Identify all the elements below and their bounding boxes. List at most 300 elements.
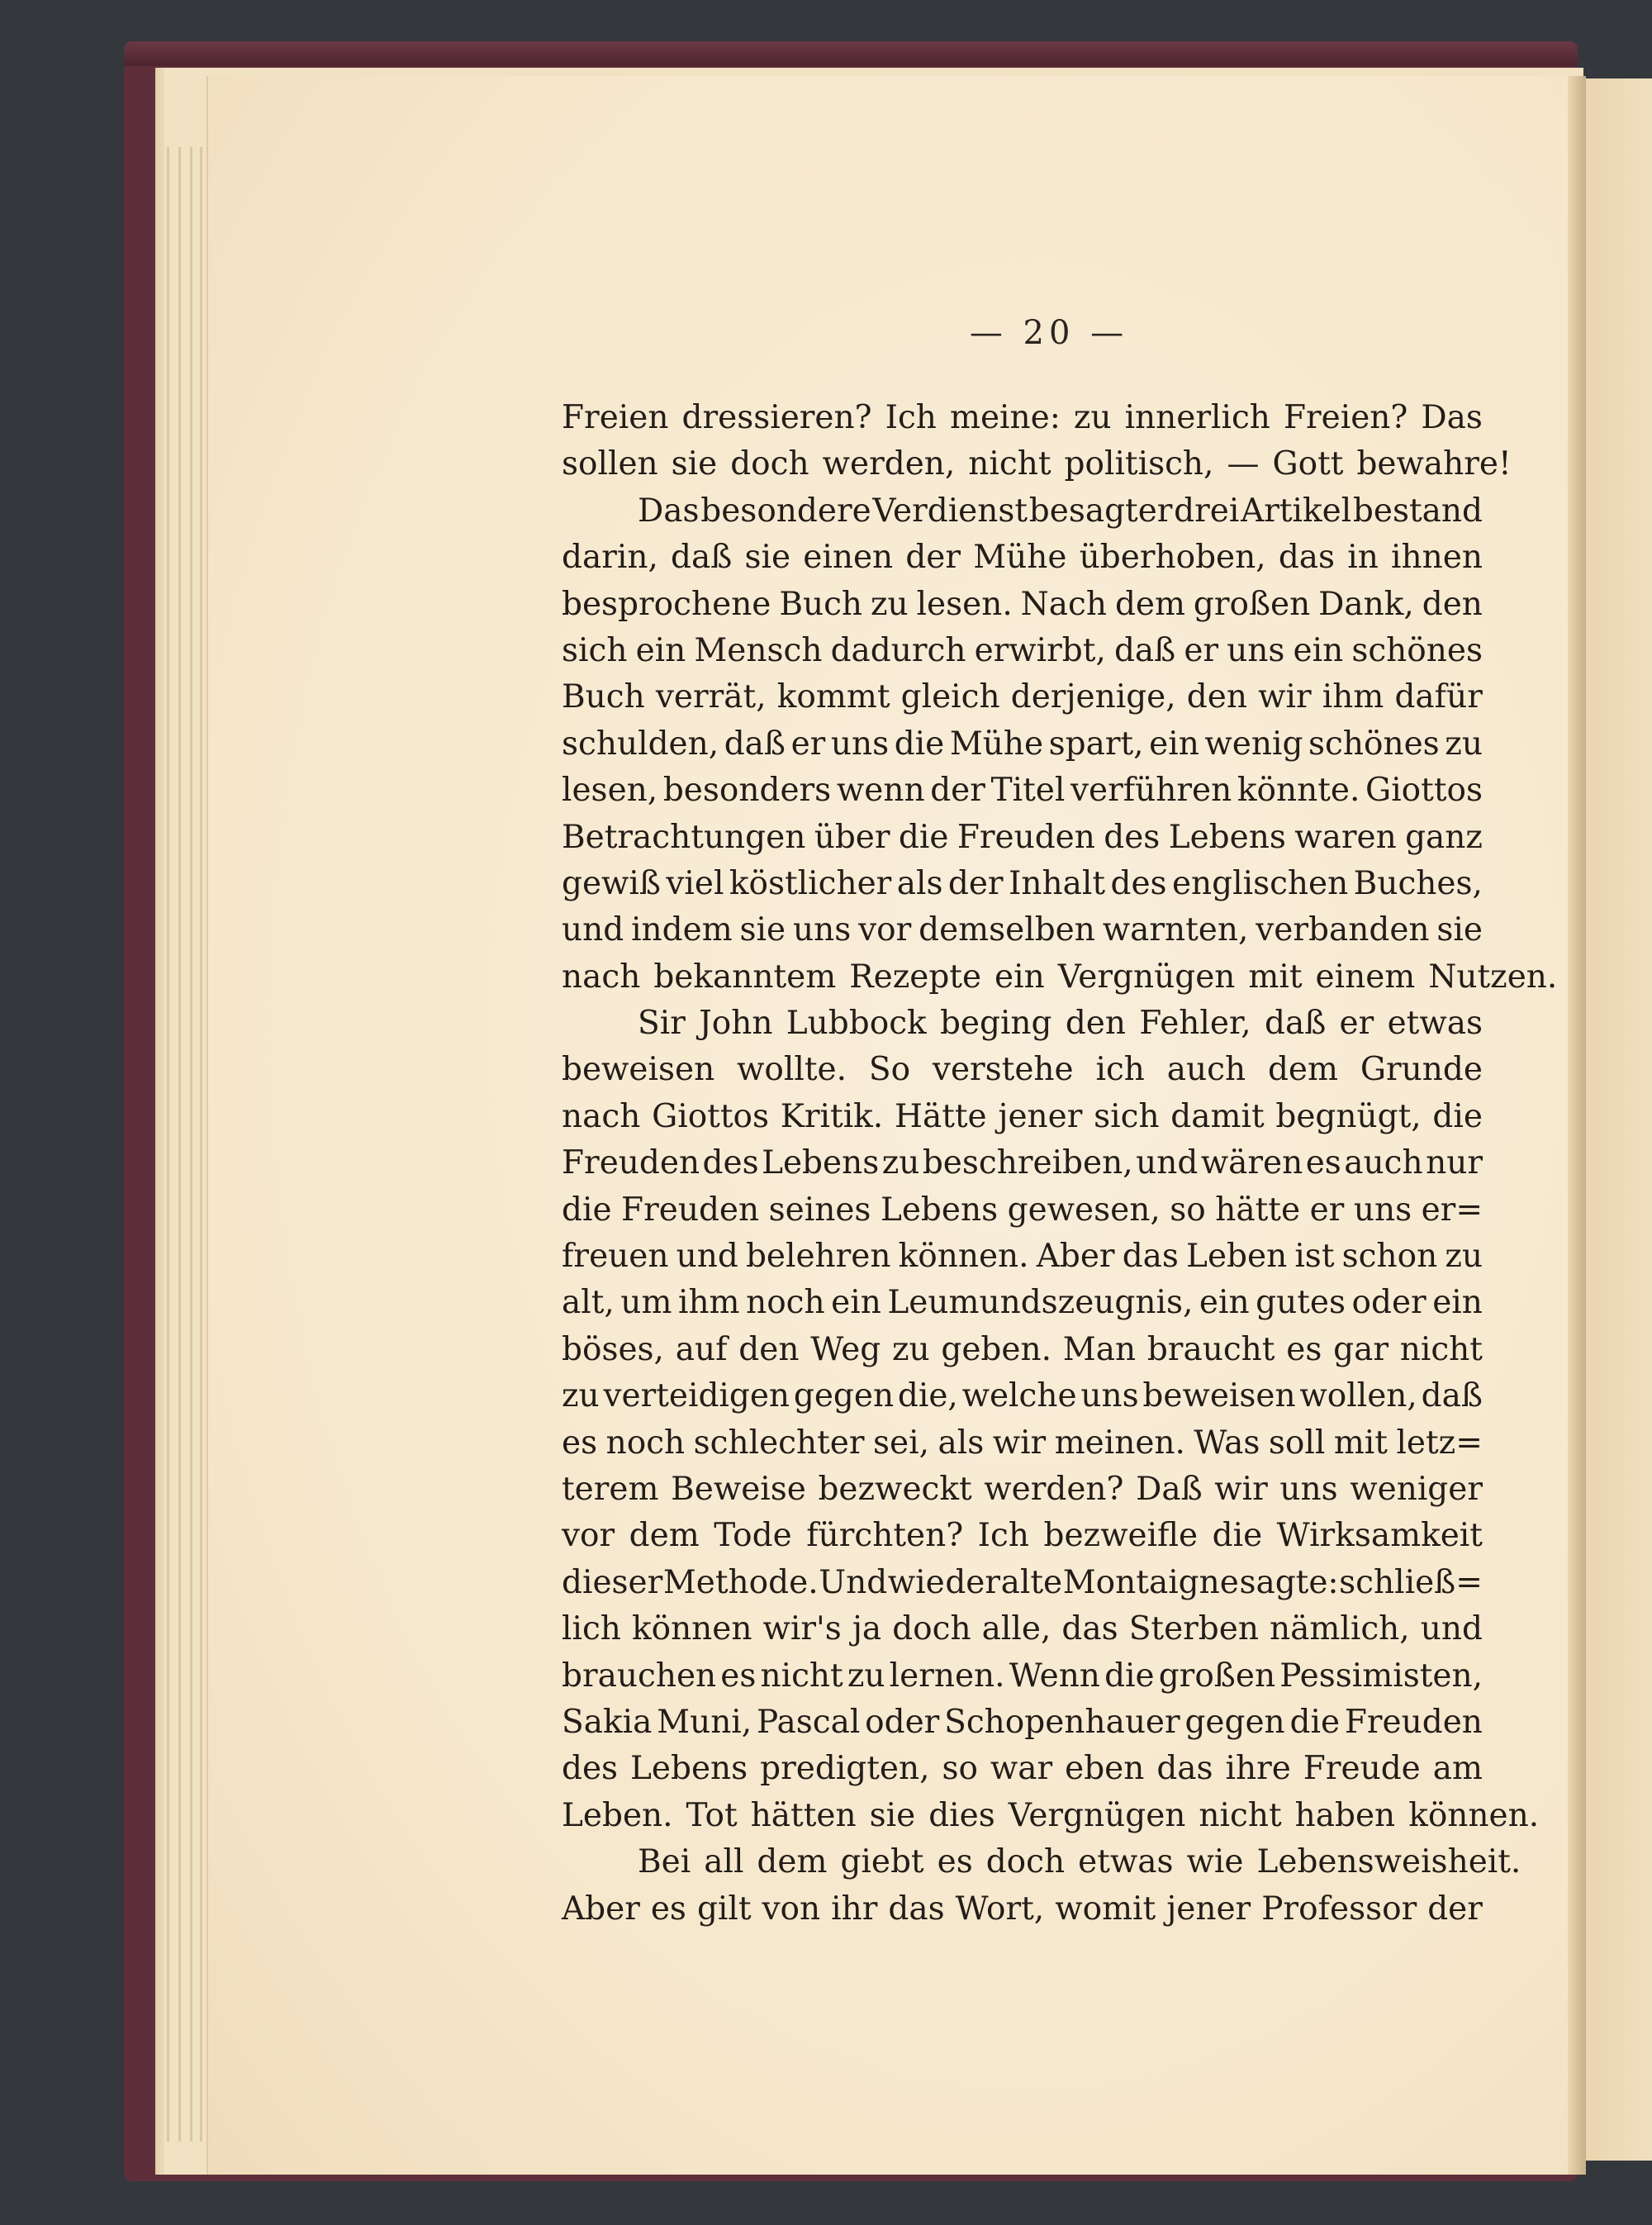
word: englischen [1171,864,1349,902]
word: Freien [562,399,669,436]
word: das [1061,1610,1118,1648]
word: und [1136,1144,1199,1182]
word: es [937,1843,973,1881]
word: Wirksamkeit [1276,1517,1483,1555]
text-line [562,1140,1483,1186]
word: all [704,1843,744,1881]
text-line [562,954,1558,1001]
word: Leben. [562,1796,673,1834]
word: und [1420,1610,1483,1648]
word: Freuden [562,1144,700,1182]
word: die [894,725,945,763]
word: sollen [562,445,658,483]
word: bekanntem [653,958,837,996]
word: schlechter [693,1424,865,1462]
word: schließ= [1339,1563,1483,1601]
word: in [1347,539,1379,577]
page-edge [190,147,192,2142]
word: so [1170,1191,1206,1229]
word: erwirbt, [974,631,1106,669]
word: Tot [686,1796,738,1834]
word: es [720,1657,757,1695]
word: war [990,1750,1053,1788]
word: drei [1174,492,1240,530]
word: zu [1445,1238,1483,1276]
text-line [562,1700,1483,1746]
word: Ich [977,1517,1030,1555]
word: großen [1158,1657,1276,1695]
word: Nach [1020,585,1108,623]
word: derjenige, [1010,678,1176,716]
word: Vergnügen [1057,958,1236,996]
word: wollen, [1299,1377,1417,1415]
word: sich [562,631,628,669]
word: und [676,1238,738,1276]
word: sie [1436,911,1483,949]
word: als [896,864,943,902]
word: Giottos [652,1097,770,1135]
text-line [562,488,1483,535]
word: haben [1294,1796,1396,1834]
word: alle, [981,1610,1051,1648]
word: er [1184,631,1219,669]
page-number: — 20 — [969,314,1129,352]
word: ein [1149,725,1199,763]
word: Betrachtungen [562,818,806,856]
word: uns [1227,631,1285,669]
word: können. [1408,1796,1540,1834]
word: Leben [1186,1238,1288,1276]
word: Wenn [1009,1657,1100,1695]
word: nur [1426,1144,1483,1182]
word: Beweise [671,1470,806,1508]
word: dafür [1394,678,1483,716]
word: verbanden [1256,911,1430,949]
word: Freien? [1283,399,1408,436]
word: ein [1199,1284,1250,1322]
word: Mensch [694,631,823,669]
word: können [631,1610,752,1648]
word: sei, [873,1424,929,1462]
word: gegen [1184,1703,1285,1741]
word: den [1422,585,1483,623]
word: lesen, [562,772,658,810]
word: lesen. [916,585,1013,623]
word: den [738,1330,800,1368]
word: geben. [941,1330,1051,1368]
word: schon [1341,1238,1438,1276]
word: wenn [836,772,925,810]
word: Was [1194,1424,1260,1462]
word: lernen. [889,1657,1005,1695]
word: ganz [1405,818,1483,856]
word: weniger [1350,1470,1483,1508]
word: welche [961,1377,1077,1415]
word: nicht [1399,1330,1483,1368]
word: mit [1333,1424,1388,1462]
word: den [1186,678,1247,716]
word: Aber [562,1890,640,1928]
word: Hätte [894,1097,987,1135]
word: verführen [1070,772,1232,810]
text-line [562,628,1483,674]
word: ein [831,1284,881,1322]
word: Wort, [955,1890,1045,1928]
word: Muni, [657,1703,752,1741]
word: wenig [1204,725,1303,763]
word: um [620,1284,672,1322]
word: uns [792,911,852,949]
word: Grunde [1360,1051,1483,1089]
word: nach [562,1097,641,1135]
word: Freuden [957,818,1095,856]
word: demselben [919,911,1095,949]
word: daß [1421,1377,1483,1415]
word: und [562,911,624,949]
word: überhoben, [1079,539,1266,577]
text-line [562,907,1483,953]
word: wollte. [737,1051,847,1089]
word: noch [746,1284,825,1322]
word: wie [887,1563,945,1601]
word: wären [1200,1144,1303,1182]
word: Freude [1303,1750,1421,1788]
word: darin, [562,539,658,577]
word: Lubbock [786,1005,927,1043]
word: meine: [949,399,1061,436]
text-line [562,1373,1483,1419]
word: nämlich, [1270,1610,1410,1648]
word: der [945,1563,1001,1601]
word: einem [1315,958,1416,996]
word: dieser [562,1563,663,1601]
word: waren [1294,818,1397,856]
word: Buch [779,585,863,623]
text-line [562,1886,1483,1933]
word: der [1427,1890,1483,1928]
word: etwas [1078,1843,1174,1881]
word: uns [1353,1191,1412,1229]
word: jener [1166,1890,1251,1928]
text-line [562,1606,1483,1652]
word: Weg [810,1330,881,1368]
word: beschreiben, [922,1144,1133,1182]
word: besonders [662,772,832,810]
word: nach [562,958,641,996]
word: er [790,725,826,763]
word: Inhalt [1009,864,1106,902]
word: Verdienst [872,492,1028,530]
word: Giottos [1365,772,1483,810]
word: besprochene [562,585,771,623]
word: beging [939,1005,1052,1043]
word: sie [744,539,791,577]
word: die [562,1191,612,1229]
text-line [562,1560,1483,1606]
word: die [898,818,949,856]
word: Rezepte [849,958,982,996]
word: uns [830,725,890,763]
word: vor [562,1517,615,1555]
word: des [1110,864,1167,902]
word: zu [881,1144,920,1182]
word: Lebens [630,1750,748,1788]
body-text [562,395,1558,1933]
word: den [1065,1005,1126,1043]
word: Das [638,492,700,530]
word: ein [635,631,686,669]
word: Sterben [1128,1610,1259,1648]
word: Lebensweisheit. [1256,1843,1521,1881]
word: ihr [831,1890,878,1928]
text-line [562,395,1483,441]
word: es [562,1424,598,1462]
word: das [888,1890,945,1928]
word: Lebens [762,1144,880,1182]
word: bewahre! [1356,445,1512,483]
word: Gott [1272,445,1344,483]
word: der [947,864,1004,902]
page-edge [167,147,169,2142]
word: predigten, [760,1750,930,1788]
text-line [562,1513,1483,1559]
word: könnte. [1237,772,1360,810]
word: dem [1267,1051,1338,1089]
word: Lebens [880,1191,999,1229]
word: werden, [822,445,956,483]
word: zu [891,1330,930,1368]
word: Man [1062,1330,1137,1368]
word: als [938,1424,985,1462]
word: giebt [840,1843,924,1881]
word: dadurch [830,631,966,669]
word: Mühe [949,725,1044,763]
word: Buches, [1353,864,1483,902]
word: Titel [990,772,1066,810]
word: es [1286,1330,1322,1368]
word: uns [1279,1470,1338,1508]
word: kommt [776,678,890,716]
word: vor [858,911,912,949]
word: die [1104,1657,1155,1695]
word: Leumundszeugnis, [887,1284,1194,1322]
word: von [762,1890,821,1928]
word: daß [724,725,786,763]
word: sagte: [1239,1563,1339,1601]
word: doch [730,445,809,483]
word: ich [1095,1051,1145,1089]
word: wir [992,1424,1047,1462]
word: Buch [562,678,645,716]
word: ihre [1225,1750,1291,1788]
word: des [1104,818,1161,856]
word: warnten, [1102,911,1249,949]
word: letz= [1396,1424,1483,1462]
word: politisch, [1064,445,1214,483]
word: verteidigen [603,1377,790,1415]
word: bezweckt [818,1470,972,1508]
word: Professor [1261,1890,1417,1928]
word: er= [1421,1191,1483,1229]
word: Dank, [1318,585,1414,623]
word: nicht [1199,1796,1282,1834]
word: auch [1166,1051,1246,1089]
word: nicht [968,445,1051,483]
word: köstlicher [729,864,892,902]
word: das [1156,1750,1213,1788]
word: Vergnügen [1008,1796,1186,1834]
word: bestand [1352,492,1483,530]
word: sich [1094,1097,1160,1135]
word: ein [1293,631,1344,669]
word: wir's [762,1610,842,1648]
word: das [1278,539,1336,577]
word: sie [671,445,718,483]
word: uns [1080,1377,1139,1415]
word: Und [819,1563,888,1601]
word: alt, [562,1284,615,1322]
word: zu [847,1657,885,1695]
word: schönes [1308,725,1440,763]
word: ihm [677,1284,740,1322]
word: ihnen [1391,539,1483,577]
word: dies [928,1796,995,1834]
word: beweisen [562,1051,715,1089]
word: soll [1268,1424,1326,1462]
word: zu [870,585,909,623]
word: wir [1214,1470,1268,1508]
word: — [1227,445,1260,483]
word: Sakia [562,1703,653,1741]
word: gar [1333,1330,1389,1368]
word: so [942,1750,978,1788]
word: daß [671,539,733,577]
word: Pessimisten, [1279,1657,1483,1695]
word: gewiß [562,864,661,902]
word: des [562,1750,619,1788]
text-line [562,535,1483,581]
word: zu [1073,399,1112,436]
word: damit [1170,1097,1265,1135]
word: ihm [1322,678,1384,716]
word: das [1122,1238,1179,1276]
text-line [562,441,1512,487]
word: indem [631,911,733,949]
word: Ich [885,399,937,436]
word: die [1289,1703,1341,1741]
word: ja [852,1610,882,1648]
word: Lebens [1168,818,1286,856]
word: John [699,1005,773,1043]
word: auch [1344,1144,1423,1182]
word: dem [1114,585,1185,623]
text-line [562,1001,1483,1047]
word: sie [739,911,786,949]
word: des [702,1144,759,1182]
word: der [905,539,961,577]
word: gilt [696,1890,752,1928]
word: begnügt, [1275,1097,1422,1135]
word: Freuden [1344,1703,1483,1741]
word: gleich [900,678,1000,716]
word: einen [803,539,894,577]
text-line [562,1280,1483,1326]
word: seines [768,1191,871,1229]
text-line [562,1839,1521,1885]
text-line [562,1327,1483,1373]
word: mit [1248,958,1303,996]
word: dem [757,1843,828,1881]
word: lich [562,1610,621,1648]
word: belehren [745,1238,891,1276]
word: Kritik. [780,1097,884,1135]
word: bezweifle [1043,1517,1199,1555]
word: er [1339,1005,1374,1043]
word: So [868,1051,911,1089]
text-line [562,721,1483,768]
word: Sir [638,1005,686,1043]
word: gegen [793,1377,895,1415]
word: die [1212,1517,1263,1555]
word: noch [605,1424,686,1462]
text-line [562,861,1483,907]
word: die [1432,1097,1483,1135]
word: die, [897,1377,958,1415]
word: Freuden [621,1191,760,1229]
word: eben [1065,1750,1145,1788]
word: auf [675,1330,728,1368]
word: spart, [1048,725,1144,763]
word: zu [562,1377,600,1415]
word: alte [1000,1563,1063,1601]
word: wir [1258,678,1312,716]
word: brauchen [562,1657,717,1695]
text-line [562,1187,1483,1234]
word: ist [1294,1238,1335,1276]
word: gewesen, [1007,1191,1161,1229]
word: daß [1264,1005,1327,1043]
text-line [562,674,1483,720]
word: Bei [638,1843,691,1881]
word: Das [1421,399,1483,436]
word: sie [869,1796,916,1834]
text-line [562,1094,1483,1140]
word: doch [892,1610,971,1648]
word: beweisen [1142,1377,1296,1415]
word: Mühe [973,539,1067,577]
word: braucht [1146,1330,1275,1368]
word: wie [1186,1843,1244,1881]
word: freuen [562,1238,669,1276]
word: fürchten? [806,1517,964,1555]
word: es [1305,1144,1341,1182]
word: Pascal [757,1703,861,1741]
word: jener [998,1097,1083,1135]
word: Artikel [1241,492,1352,530]
word: es [650,1890,686,1928]
word: Aber [1036,1238,1115,1276]
word: gutes [1256,1284,1346,1322]
word: böses, [562,1330,664,1368]
word: oder [1351,1284,1427,1322]
text-line [562,1746,1483,1792]
word: Tode [714,1517,792,1555]
word: dem [629,1517,700,1555]
text-line [562,815,1483,861]
page-edge [200,147,202,2142]
word: besagter [1028,492,1173,530]
word: Methode. [662,1563,819,1601]
